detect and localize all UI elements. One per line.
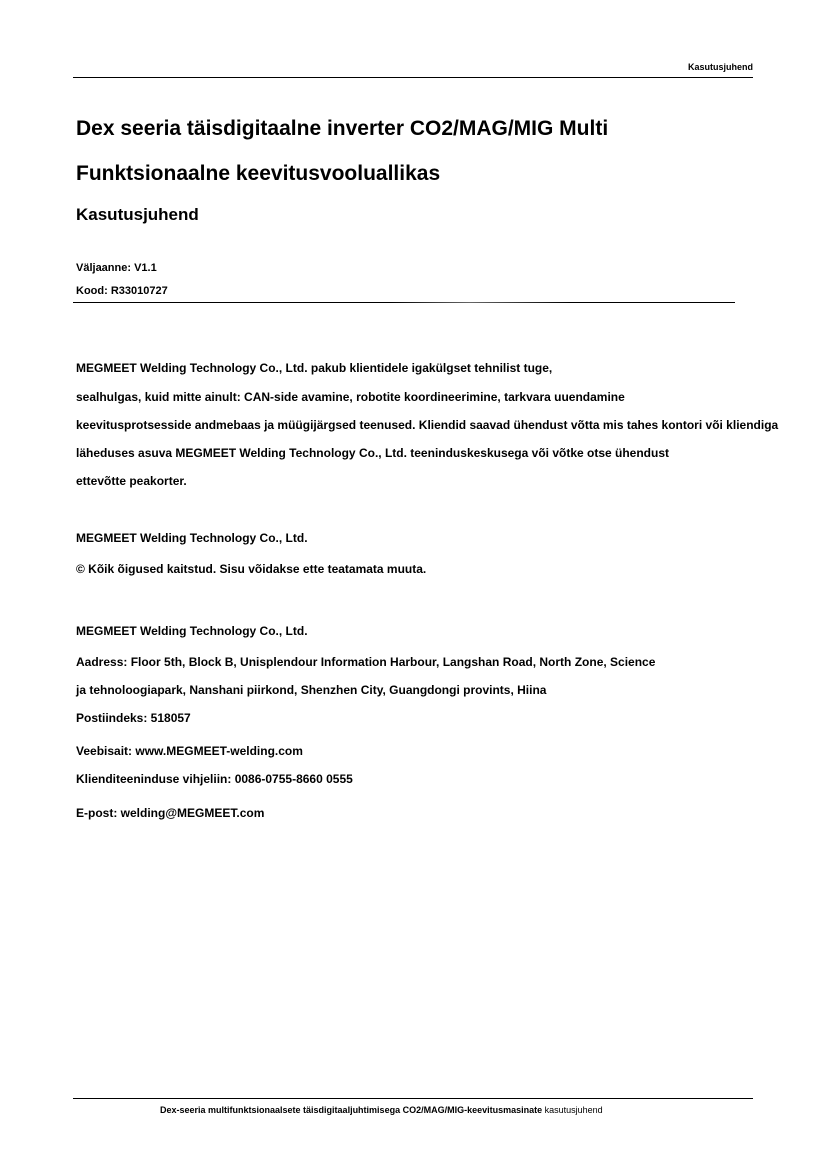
email: E-post: welding@MEGMEET.com xyxy=(76,806,265,820)
address-line-2: ja tehnoloogiapark, Nanshani piirkond, Shenzhen City, Guangdongi provints, Hiina xyxy=(76,683,547,697)
footer-divider xyxy=(73,1098,753,1099)
document-title-line-2: Funktsionaalne keevitusvooluallikas xyxy=(76,162,441,185)
customer-hotline: Klienditeeninduse vihjeliin: 0086-0755-8660 0555 xyxy=(76,772,353,786)
running-footer xyxy=(160,1105,603,1115)
copyright-notice: © Kõik õigused kaitstud. Sisu võidakse ette teatamata muuta. xyxy=(76,562,427,576)
address-line-1: Aadress: Floor 5th, Block B, Unisplendour Information Harbour, Langshan Road, North Zone, Science xyxy=(76,655,656,669)
contact-company: MEGMEET Welding Technology Co., Ltd. xyxy=(76,624,308,638)
meta-divider xyxy=(73,302,735,303)
header-divider xyxy=(73,77,753,78)
postcode: Postiindeks: 518057 xyxy=(76,711,191,725)
copyright-company: MEGMEET Welding Technology Co., Ltd. xyxy=(76,531,308,545)
intro-line-3: keevitusprotsesside andmebaas ja müügijärgsed teenused. Kliendid saavad ühendust võtta mis tahes kontori või kliendiga xyxy=(76,418,779,432)
footer-suffix: kasutusjuhend xyxy=(542,1105,603,1115)
edition-label: Väljaanne: V1.1 xyxy=(76,262,157,274)
website: Veebisait: www.MEGMEET-welding.com xyxy=(76,744,303,758)
intro-line-4: läheduses asuva MEGMEET Welding Technology Co., Ltd. teeninduskeskusega või võtke otse ühendust xyxy=(76,446,670,460)
intro-line-1: MEGMEET Welding Technology Co., Ltd. pakub klientidele igakülgset tehnilist tuge, xyxy=(76,361,553,375)
intro-line-5: ettevõtte peakorter. xyxy=(76,474,187,488)
running-header: Kasutusjuhend xyxy=(687,62,753,72)
document-code: Kood: R33010727 xyxy=(76,285,168,297)
document-title-line-1: Dex seeria täisdigitaalne inverter CO2/MAG/MIG Multi xyxy=(76,117,609,140)
footer-title: Dex-seeria multifunktsionaalsete täisdigitaaljuhtimisega CO2/MAG/MIG-keevitusmasinate xyxy=(160,1105,543,1115)
document-subtitle: Kasutusjuhend xyxy=(76,205,199,224)
intro-line-2: sealhulgas, kuid mitte ainult: CAN-side avamine, robotite koordineerimine, tarkvara uuendamine xyxy=(76,390,625,404)
